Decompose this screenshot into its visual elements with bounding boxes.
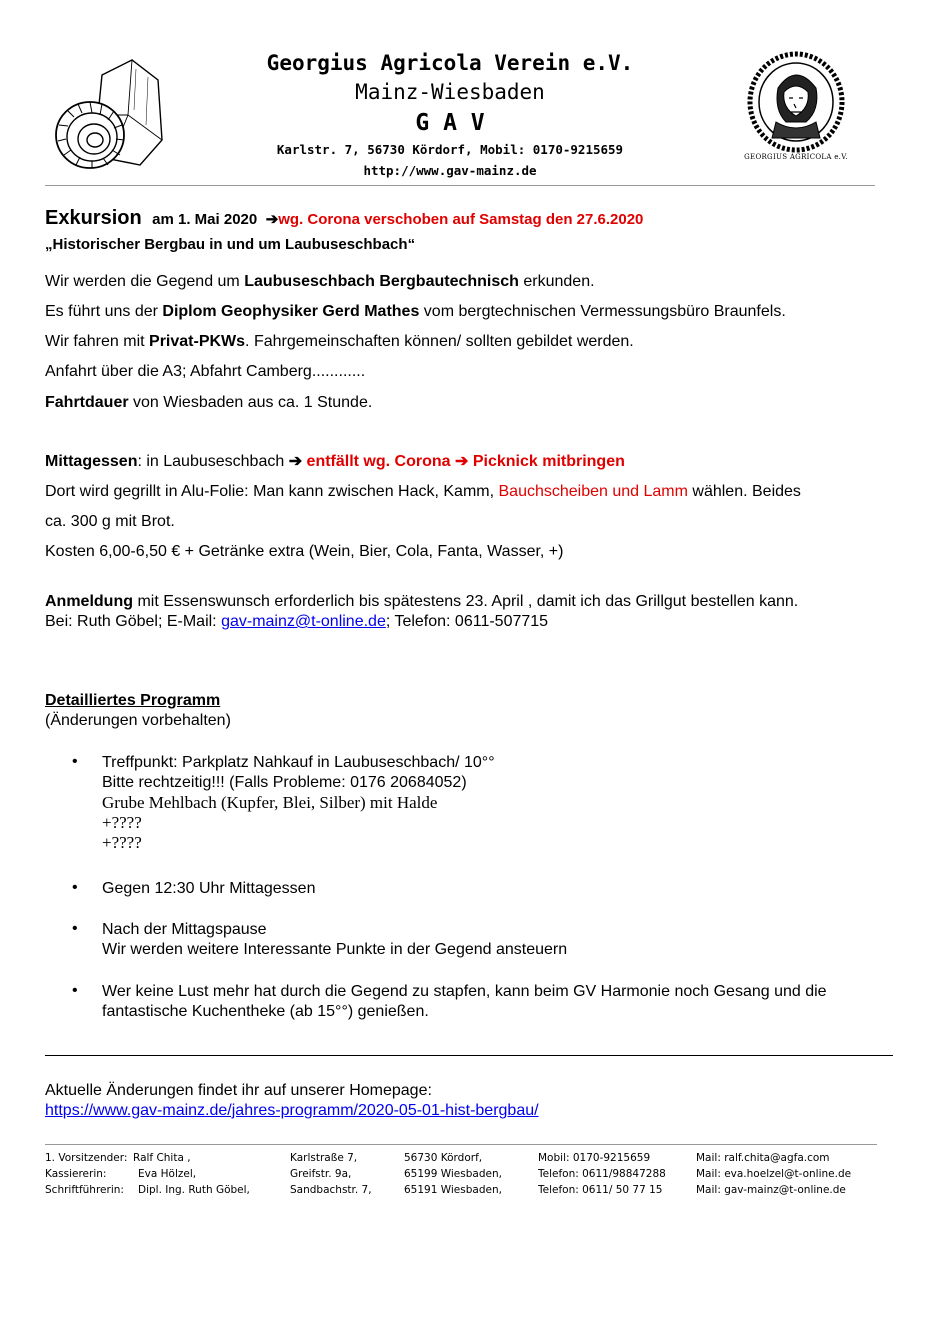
intro-line-5: Fahrtdauer von Wiesbaden aus ca. 1 Stunde. [45,394,373,411]
registration-line: Anmeldung mit Essenswunsch erforderlich bis spätestens 23. April , damit ich das Grillgut bestellen kann. [45,593,799,610]
footer-divider [45,1144,877,1145]
bullet-icon: • [72,920,78,937]
org-address: Karlstr. 7, 56730 Kördorf, Mobil: 0170-9215659 [276,142,624,157]
program-heading: Detailliertes Programm [45,692,221,709]
intro-line-1: Wir werden die Gegend um Laubuseschbach Bergbautechnisch erkunden. [45,273,595,290]
bullet-icon: • [72,982,78,999]
email-link[interactable]: gav-mainz@t-online.de [221,613,386,630]
updates-link[interactable]: https://www.gav-mainz.de/jahres-programm/2020-05-01-hist-bergbau/ [45,1102,539,1119]
org-name: Georgius Agricola Verein e.V. [266,51,634,75]
arrow-icon: ➔ [288,453,303,470]
seal-caption: GEORGIUS AGRICOLA e.V. [744,153,848,161]
program-item-alternative: Wer keine Lust mehr hat durch die Gegend zu stapfen, kann beim GV Harmonie noch Gesang und die fantastische Kuchentheke (ab 15°°) genießen. [102,983,827,1020]
ammonite-crystal-logo [40,55,175,175]
intro-line-3: Wir fahren mit Privat-PKWs. Fahrgemeinschaften können/ sollten gebildet werden. [45,333,634,350]
bullet-icon: • [72,879,78,896]
updates-text: Aktuelle Änderungen findet ihr auf unserer Homepage: [45,1082,432,1099]
costs-line: Kosten 6,00-6,50 € + Getränke extra (Wein, Bier, Cola, Fanta, Wasser, +) [45,543,564,560]
event-subtitle: „Historischer Bergbau in und um Laubuseschbach“ [45,236,416,253]
bullet-icon: • [72,753,78,770]
grill-line: Dort wird gegrillt in Alu-Folie: Man kann zwischen Hack, Kamm, Bauchscheiben und Lamm wählen. Beides [45,483,801,500]
section-divider [45,1055,893,1056]
org-website: http://www.gav-mainz.de [363,163,537,178]
intro-line-2: Es führt uns der Diplom Geophysiker Gerd Mathes vom bergtechnischen Vermessungsbüro Braunfels. [45,303,786,320]
org-city: Mainz-Wiesbaden [355,80,545,104]
header-divider [45,185,875,186]
org-abbr: G A V [415,110,485,136]
program-item-afternoon: Nach der Mittagspause Wir werden weitere Interessante Punkte in der Gegend ansteuern [102,921,568,958]
program-item-lunch: Gegen 12:30 Uhr Mittagessen [102,880,316,897]
event-title-line [45,207,643,230]
contact-line: Bei: Ruth Göbel; E-Mail: gav-mainz@t-online.de; Telefon: 0611-507715 [45,613,549,630]
lunch-line: Mittagessen: in Laubuseschbach ➔ entfällt wg. Corona ➔ Picknick mitbringen [45,453,625,470]
arrow-icon: ➔ [454,453,469,470]
event-title: Exkursion [45,207,142,229]
agricola-seal-logo [736,50,856,170]
program-item-meeting: Treffpunkt: Parkplatz Nahkauf in Laubuseschbach/ 10°° Bitte rechtzeitig!!! (Falls Probleme: 0176 20684052) Grube Mehlbach (Kupfer, Blei, Silber) mit Halde +???? +???? [102,754,495,852]
arrow-icon: ➔ [265,211,279,228]
event-postponed: wg. Corona verschoben auf Samstag den 27.6.2020 [278,211,644,228]
program-note: (Änderungen vorbehalten) [45,712,231,729]
grill-line-2: ca. 300 g mit Brot. [45,513,175,530]
event-date: am 1. Mai 2020 [152,211,258,228]
intro-line-4: Anfahrt über die A3; Abfahrt Camberg............ [45,363,366,380]
